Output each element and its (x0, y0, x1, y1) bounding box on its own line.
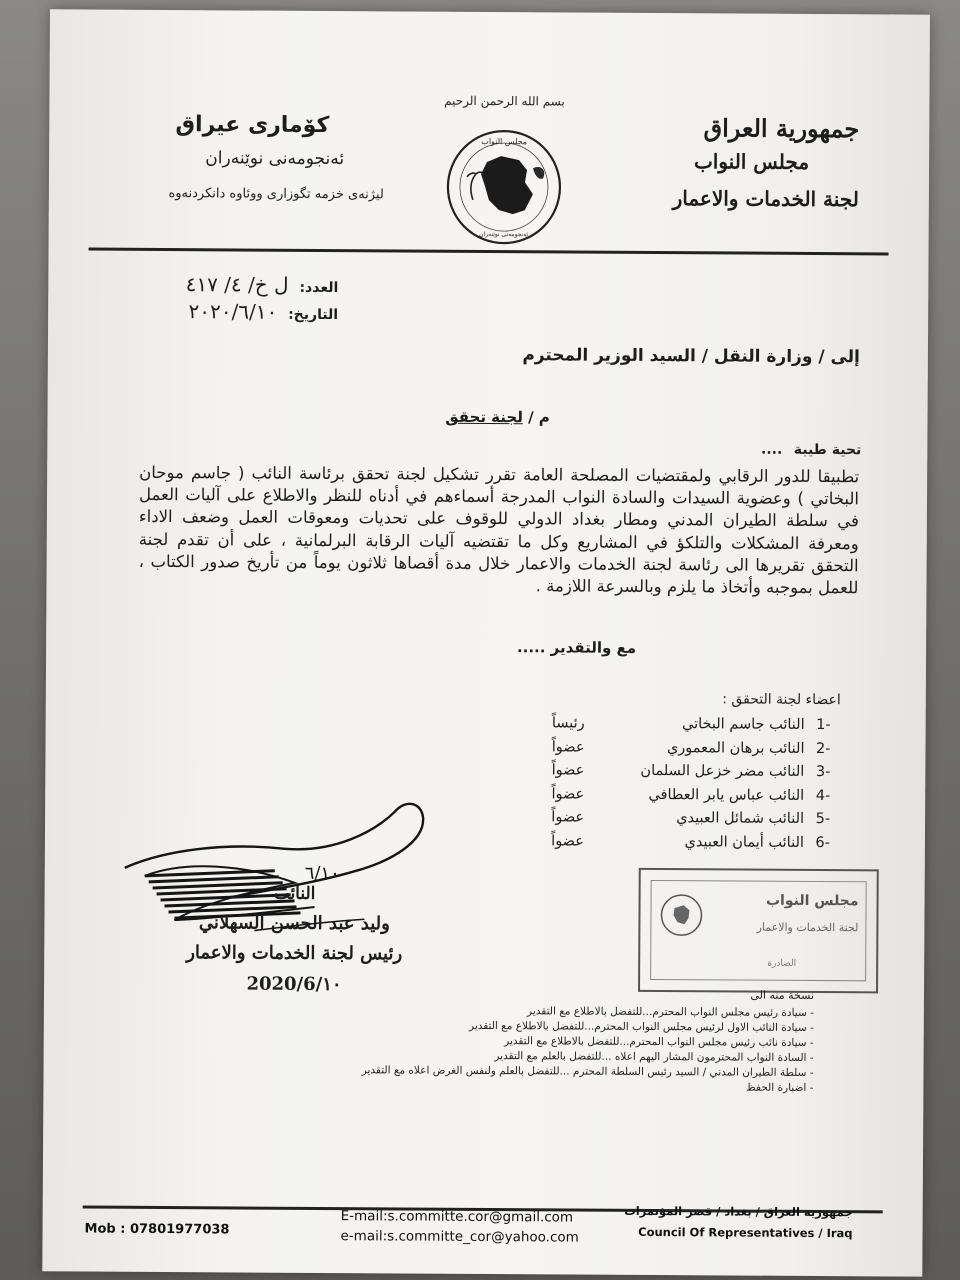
member-role: رئيساً (551, 715, 585, 732)
member-name: النائب أيمان العبيدي (684, 833, 804, 851)
header-country: جمهورية العراق (703, 113, 860, 144)
letter-page (42, 9, 930, 1276)
member-name: النائب جاسم البخاتي (681, 716, 805, 733)
member-row (431, 712, 831, 738)
greeting-dots: .... (761, 441, 783, 458)
cc-item: - سيادة نائب رئيس مجلس النواب المحترم...للتفضل بالاطلاع مع التقدير (504, 1035, 814, 1049)
addressee: إلى / وزارة النقل / السيد الوزير المحترم (522, 345, 860, 368)
members-list (430, 712, 831, 855)
signature-handwritten-date: ٦/١٠ (304, 862, 340, 885)
cc-item: - سلطة الطيران المدني / السيد رئيس السلطة المحترم ...للتفضل بالعلم ولنفس الغرض اعلاه مع التقدير (361, 1064, 814, 1079)
cc-item: - سيادة رئيس مجلس النواب المحترم...للتفضل بالاطلاع مع التقدير (527, 1005, 814, 1019)
reference-number-label: العدد: (299, 279, 339, 297)
footer-address-arabic: جمهورية العراق / بغداد / قصر المؤتمرات (624, 1203, 853, 1220)
footer-address-english: Council Of Representatives / Iraq (638, 1224, 853, 1241)
member-name: النائب شمائل العبيدي (676, 810, 805, 827)
member-role: عضواً (551, 785, 585, 803)
member-role: عضواً (551, 762, 585, 779)
member-number: -1 (816, 717, 831, 734)
member-row (430, 829, 830, 855)
signatory-title: النائب (273, 883, 316, 904)
header-left (124, 110, 385, 214)
cc-item: - اضبارة الحفظ (745, 1081, 814, 1094)
reference-block (138, 272, 338, 327)
member-row (430, 806, 830, 832)
member-name: النائب عباس يابر العطافي (648, 786, 805, 804)
reference-number-value: ل خ/ ٤/ ٤١٧ (185, 272, 289, 297)
stamp-line-3: الصادرة (767, 958, 797, 969)
closing: مع والتقدير ..... (516, 638, 637, 657)
members-title: اعضاء لجنة التحقق : (722, 691, 841, 709)
member-row (430, 759, 830, 785)
member-row (430, 735, 830, 761)
cc-item: - سيادة النائب الاول لرئيس مجلس النواب المحترم...للتفضل بالاطلاع مع التقدير (469, 1019, 814, 1034)
parliament-seal (429, 122, 580, 253)
member-name: النائب مضر خزعل السلمان (640, 762, 805, 780)
palm-icon (467, 172, 484, 200)
footer-address (592, 1201, 852, 1245)
member-number: -2 (815, 740, 831, 757)
header-council: مجلس النواب (693, 149, 810, 174)
header-committee-kurdish: لیژنەی خزمە تگوزارى ووئاوە دانكردنەوە (168, 186, 384, 203)
member-number: -5 (815, 811, 831, 828)
header-country-kurdish: كۆمارى عیراق (175, 112, 330, 139)
signatory-position: رئيس لجنة الخدمات والاعمار (186, 942, 403, 965)
reference-date-label: التاريخ: (288, 306, 339, 324)
cc-item: - السادة النواب المحترمون المشار اليهم اعلاه ...للتفضل بالعلم مع التقدير (494, 1050, 814, 1064)
basmala: بسم الله الرحمن الرحيم (444, 93, 565, 109)
cc-list (293, 1003, 814, 1096)
signatory-block (144, 878, 445, 1002)
subject-line (347, 407, 647, 427)
member-name: النائب برهان المعموري (666, 739, 805, 757)
reference-number-row (138, 272, 338, 300)
iraq-map-icon (481, 156, 533, 214)
reference-date-row (138, 299, 338, 327)
letter-body: تطبيقا للدور الرقابي ولمقتضيات المصلحة العامة تقرر تشكيل لجنة تحقق برئاسة النائب ( جاسم موحان البخاتي ) وعضوية السيدات والسادة النواب المدرجة أسماءهم في أدناه للنظر والاطلاع على آليات العمل في سلطة الطيران المدني ومطار بغداد الدولي للوقوف على تحديات ومعوقات العمل وضعف الاداء ومعرفة المشكلات والتلكؤ في المشاريع وكل ما تقتضيه آليات الرقابة البرلمانية ، على أن تقدم لجنة التحقق تقريرها الى رئاسة لجنة الخدمات والاعمار خلال مدة أقصاها ثلاثون يوماً من تأريخ صدور الكتاب ، للعمل بموجبه وأتخاذ ما يلزم وبالسرعة اللازمة . (138, 462, 860, 598)
signatory-date: 2020/6/١٠ (246, 973, 342, 996)
greeting: تحية طيبة (793, 441, 862, 459)
footer-mobile: Mob : 07801977038 (84, 1221, 230, 1238)
reference-date-value: ٢٠٢٠/٦/١٠ (188, 299, 278, 324)
footer-email-yahoo: e-mail:s.committe_cor@yahoo.com (340, 1228, 579, 1246)
member-number: -6 (815, 834, 830, 851)
cc-title: نسخة منه الى (750, 988, 815, 1002)
footer-email-gmail: E-mail:s.committe.cor@gmail.com (340, 1208, 574, 1226)
stamp-line-2: لجنة الخدمات والاعمار (756, 920, 859, 935)
seal-top-text: مجلس النواب (481, 136, 528, 147)
stamp-emblem-icon (658, 892, 704, 938)
official-stamp (638, 868, 879, 993)
subject-text: لجنة تحقق (445, 407, 523, 427)
header-right (619, 113, 860, 218)
stamp-line-1: مجلس النواب (765, 892, 859, 910)
header-council-kurdish: ئەنجومەنى نوێنەران (205, 148, 345, 170)
seal-bottom-text: ئەنجومەنی نوێنەران (479, 230, 529, 239)
member-number: -3 (815, 764, 831, 781)
member-role: عضواً (551, 809, 585, 826)
member-role: عضواً (551, 738, 585, 756)
member-number: -4 (815, 787, 831, 804)
member-role: عضواً (551, 832, 584, 850)
member-row (430, 782, 830, 808)
signatory-name: وليد عبد الحسن السهلاني (198, 912, 390, 935)
subject-prefix: م / (528, 408, 550, 427)
header-committee: لجنة الخدمات والاعمار (672, 186, 859, 212)
